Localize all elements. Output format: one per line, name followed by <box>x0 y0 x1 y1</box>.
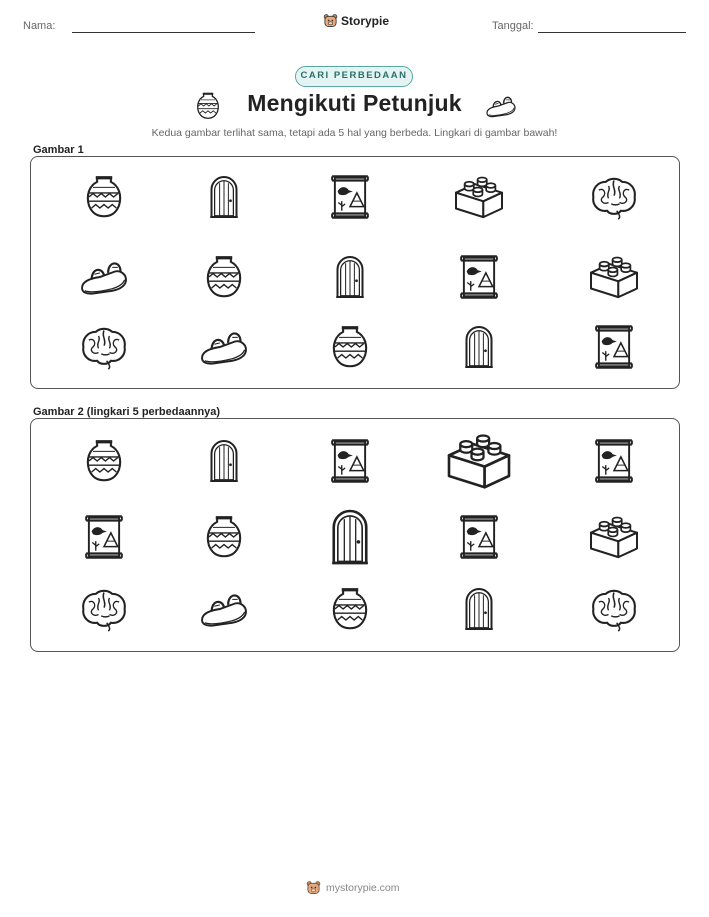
brick-icon <box>443 431 515 491</box>
door-cell[interactable] <box>194 434 254 488</box>
brick-cell <box>584 250 644 304</box>
sandal-cell <box>74 250 134 304</box>
name-label: Nama: <box>23 20 56 32</box>
title-sandal-icon <box>485 92 517 120</box>
brick-icon <box>591 254 637 300</box>
brick-cell[interactable] <box>584 510 644 564</box>
vase-cell[interactable] <box>74 434 134 488</box>
door-cell[interactable] <box>320 502 380 572</box>
scroll-cell[interactable] <box>74 510 134 564</box>
brick-cell[interactable] <box>439 429 519 493</box>
brand-name: Storypie <box>341 13 390 28</box>
brick-cell <box>449 170 509 224</box>
name-line[interactable] <box>72 32 255 33</box>
picture1-panel <box>30 156 680 389</box>
door-cell[interactable] <box>449 582 509 636</box>
vase-icon <box>328 587 372 631</box>
scroll-icon <box>328 175 372 219</box>
scroll-icon <box>82 515 126 559</box>
door-cell <box>449 320 509 374</box>
scroll-icon <box>328 439 372 483</box>
door-icon <box>204 177 244 217</box>
storypie-logo <box>323 13 389 28</box>
scroll-cell[interactable] <box>449 510 509 564</box>
page-title: Mengikuti Petunjuk <box>247 90 462 116</box>
vase-icon <box>328 325 372 369</box>
sandal-cell[interactable] <box>194 582 254 636</box>
door-icon <box>324 504 376 570</box>
vase-cell[interactable] <box>320 582 380 636</box>
vase-icon <box>202 515 246 559</box>
vase-cell[interactable] <box>194 510 254 564</box>
door-icon <box>459 327 499 367</box>
activity-badge: CARI PERBEDAAN <box>295 66 413 87</box>
vase-icon <box>82 439 126 483</box>
scroll-cell <box>449 250 509 304</box>
scroll-cell <box>584 320 644 374</box>
door-icon <box>459 589 499 629</box>
door-icon <box>204 441 244 481</box>
door-cell <box>194 170 254 224</box>
sandal-icon <box>82 255 126 299</box>
scroll-cell <box>320 170 380 224</box>
sandal-icon <box>202 587 246 631</box>
scroll-cell[interactable] <box>320 434 380 488</box>
brain-cell[interactable] <box>74 582 134 636</box>
vase-icon <box>82 175 126 219</box>
scroll-icon <box>592 325 636 369</box>
brain-icon <box>82 325 126 369</box>
brain-cell <box>584 170 644 224</box>
picture2-label: Gambar 2 (lingkari 5 perbedaannya) <box>33 406 221 418</box>
sandal-icon <box>202 325 246 369</box>
brain-icon <box>592 587 636 631</box>
vase-cell <box>320 320 380 374</box>
picture1-label: Gambar 1 <box>33 144 84 156</box>
scroll-icon <box>592 439 636 483</box>
vase-icon <box>202 255 246 299</box>
date-line[interactable] <box>538 32 686 33</box>
date-label: Tanggal: <box>492 20 534 32</box>
brick-icon <box>456 174 502 220</box>
scroll-cell[interactable] <box>584 434 644 488</box>
footer-url[interactable]: mystorypie.com <box>326 881 400 894</box>
bear-icon <box>323 13 338 28</box>
scroll-icon <box>457 255 501 299</box>
bear-icon <box>306 880 321 895</box>
picture2-panel[interactable] <box>30 418 680 652</box>
footer <box>306 880 400 895</box>
door-cell <box>320 250 380 304</box>
vase-cell <box>74 170 134 224</box>
brain-icon <box>592 175 636 219</box>
vase-cell <box>194 250 254 304</box>
brain-cell[interactable] <box>584 582 644 636</box>
brain-icon <box>82 587 126 631</box>
door-icon <box>330 257 370 297</box>
brain-cell <box>74 320 134 374</box>
brick-icon <box>591 514 637 560</box>
sandal-cell <box>194 320 254 374</box>
instructions: Kedua gambar terlihat sama, tetapi ada 5 hal yang berbeda. Lingkari di gambar bawah! <box>151 127 558 139</box>
scroll-icon <box>457 515 501 559</box>
